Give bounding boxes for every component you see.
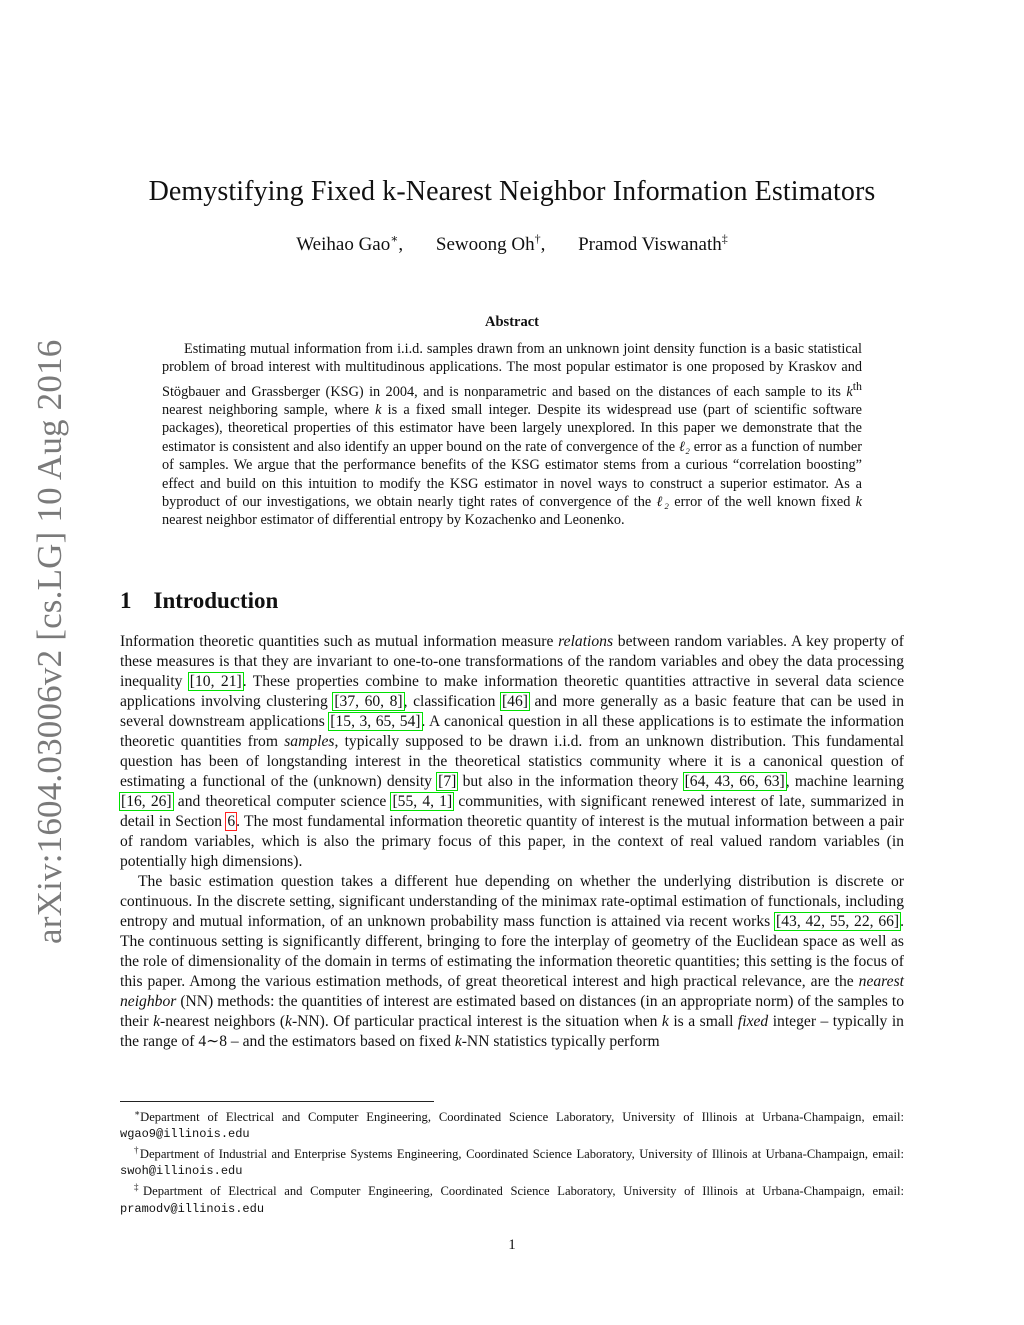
author-email[interactable]: swoh@illinois.edu [120,1164,243,1179]
body-text: , machine learning [785,773,904,790]
math-k: k [855,494,862,511]
emphasis: relations [558,633,614,650]
author-1: Weihao Gao∗, [296,232,404,256]
abstract-heading: Abstract [485,314,539,330]
author-3 [578,234,728,255]
author-footnote-mark[interactable]: † [534,232,541,246]
abstract-text: Estimating mutual information from i.i.d. samples drawn from an unknown joint density function is a basic statistical problem of broad interest with multitudinous applications. The most popular estimator is one proposed by Kraskov and Stögbauer and Grassberger (KSG) in 2004, and is nonparametric and based on the distances of each sample to its [162,341,862,400]
page-number: 1 [508,1237,516,1253]
footnote-1 [120,1105,904,1142]
body-text: is a small [668,1013,738,1030]
citation-link[interactable]: [15, 3, 65, 54] [330,713,421,730]
author-2: Sewoong Oh†, [435,232,546,256]
author-name: Pramod Viswanath [578,234,722,256]
section-number: 1 [120,588,132,613]
body-text: and more generally as a basic feature that can be used in several downstream applications [120,693,904,730]
math-th: th [852,378,862,393]
author-email[interactable]: pramodv@illinois.edu [120,1201,265,1216]
body-text: . These properties combine to make information theoretic quantities attractive in several data science applications involving clustering [120,673,904,710]
author-list [100,232,924,256]
author-footnote-mark[interactable]: ∗ [390,232,399,246]
body-text: -NN statistics typically perform [461,1033,660,1050]
abstract-body [162,340,862,530]
emphasis: nearest neighbor [120,973,904,1010]
footnote-2 [120,1142,904,1179]
citation-link[interactable]: [55, 4, 1] [392,793,453,810]
citation-link[interactable]: [16, 26] [121,793,172,810]
section-heading [120,588,278,614]
body-text: , typically supposed to be drawn i.i.d. from an unknown distribution. This fundamental question has been of longstanding interest in the theoretical statistics community where it is a canonical question of estimating a functional of the (unknown) density [120,733,904,790]
abstract-text: nearest neighbor estimator of differential entropy by Kozachenko and Leonenko. [162,512,625,529]
body-text: Information theoretic quantities such as mutual information measure [120,633,559,650]
math-k: k [375,401,382,418]
citation-link[interactable]: [37, 60, 8] [334,693,403,710]
citation-link[interactable]: [46] [501,693,528,710]
body-text: The basic estimation question takes a different hue depending on whether the underlying distribution is discrete or continuous. In the discrete setting, significant understanding of the minimax rate-optimal estimation of functionals, including entropy and mutual information, of an unknown probability mass function is attained via recent works [120,873,904,930]
abstract-text: nearest neighboring sample, where [162,401,376,418]
author-name: Weihao Gao [296,234,391,256]
math-k: k [454,1033,462,1050]
body-text: and theoretical computer science [172,793,392,810]
intro-paragraph-1 [120,632,904,872]
math-k: k [153,1013,160,1030]
body-text: -NN). Of particular practical interest is the situation when [291,1013,662,1030]
citation-link[interactable]: [43, 42, 55, 22, 66] [776,913,900,930]
body-text: integer – typically in the range of 4∼8 – and the estimators based on fixed [120,1013,904,1050]
math-l2: ℓ₂ [656,494,669,511]
arxiv-identifier-stamp: arXiv:1604.03006v2 [cs.LG] 10 Aug 2016 [30,339,69,944]
abstract-text: error of the well known fixed [669,494,856,511]
math-k: k [285,1013,292,1030]
footnote-text: Department of Electrical and Computer Engineering, Coordinated Science Laboratory, University of Illinois at Urbana-Champaign, email: [140,1110,904,1125]
paper-title: Demystifying Fixed k-Nearest Neighbor Information Estimators [148,176,876,207]
abstract-text: error as a function of number of samples. We argue that the performance benefits of the KSG estimator stems from a curious “correlation boosting” effect and build on this intuition to modify the KSG estimator in novel ways to construct a superior estimator. As a byproduct of our investigations, we obtain nearly tight rates of convergence of the [162,438,862,511]
footnote-mark: ∗ [134,1108,141,1118]
citation-link[interactable]: [64, 43, 66, 63] [684,773,785,790]
author-name: Sewoong Oh [435,234,535,256]
citation-link[interactable]: [10, 21] [189,673,242,690]
footnote-3 [120,1179,904,1216]
footnotes [120,1105,904,1217]
footnote-mark: ‡ [134,1182,144,1193]
footnote-separator [120,1101,434,1102]
author-footnote-mark[interactable]: ‡ [721,232,728,246]
body-text: between random variables. A key property of these measures is that they are invariant to one-to-one transformations of the random variables and obey the data processing inequality [120,633,904,690]
abstract-text: is a fixed small integer. Despite its widespread use (part of scientific software packages), theoretical properties of this estimator have been largely unexplored. In this paper we demonstrate that the estimator is consistent and also identify an upper bound on the rate of convergence of the [162,401,862,455]
math-k: k [846,383,853,400]
body-text: but also in the information theory [457,773,684,790]
math-k: k [661,1013,669,1030]
body-text: . The continuous setting is significantly different, bringing to fore the interplay of geometry of the Euclidean space as well as the role of dimensionality of the domain in terms of estimating the information theoretic quantities; this setting is the focus of this paper. Among the various estimation methods, of great theoretical interest and high practical relevance, are the [120,913,905,990]
footnote-text: Department of Industrial and Enterprise Systems Engineering, Coordinated Science Laboratory, University of Illinois at Urbana-Champaign, email: [139,1147,905,1162]
body-text: -nearest neighbors ( [160,1013,286,1030]
introduction-body [120,632,904,1052]
body-text: (NN) methods: the quantities of interest are estimated based on distances (in an appropriate norm) of the samples to their [120,993,904,1030]
footnote-mark: † [134,1145,140,1156]
author-email[interactable]: wgao9@illinois.edu [120,1127,250,1142]
intro-paragraph-2 [120,872,904,1052]
body-text: . The most fundamental information theoretic quantity of interest is the mutual information between a pair of random variables, which is also the primary focus of this paper, in the context of real valued random variables (in potentially high dimensions). [120,813,904,870]
body-text: communities, with significant renewed interest of late, summarized in detail in Section [120,793,904,830]
emphasis: samples [284,733,335,750]
section-reference-link[interactable]: 6 [227,813,236,830]
emphasis: fixed [737,1013,769,1030]
abstract-paragraph [162,340,862,530]
footnote-text: Department of Electrical and Computer Engineering, Coordinated Science Laboratory, University of Illinois at Urbana-Champaign, email: [143,1184,904,1199]
body-text: , classification [403,693,501,710]
citation-link[interactable]: [7] [438,773,457,790]
section-title: Introduction [153,588,279,613]
math-l2: ℓ₂ [678,438,691,455]
body-text: . A canonical question in all these applications is to estimate the information theoretic quantities from [120,713,904,750]
